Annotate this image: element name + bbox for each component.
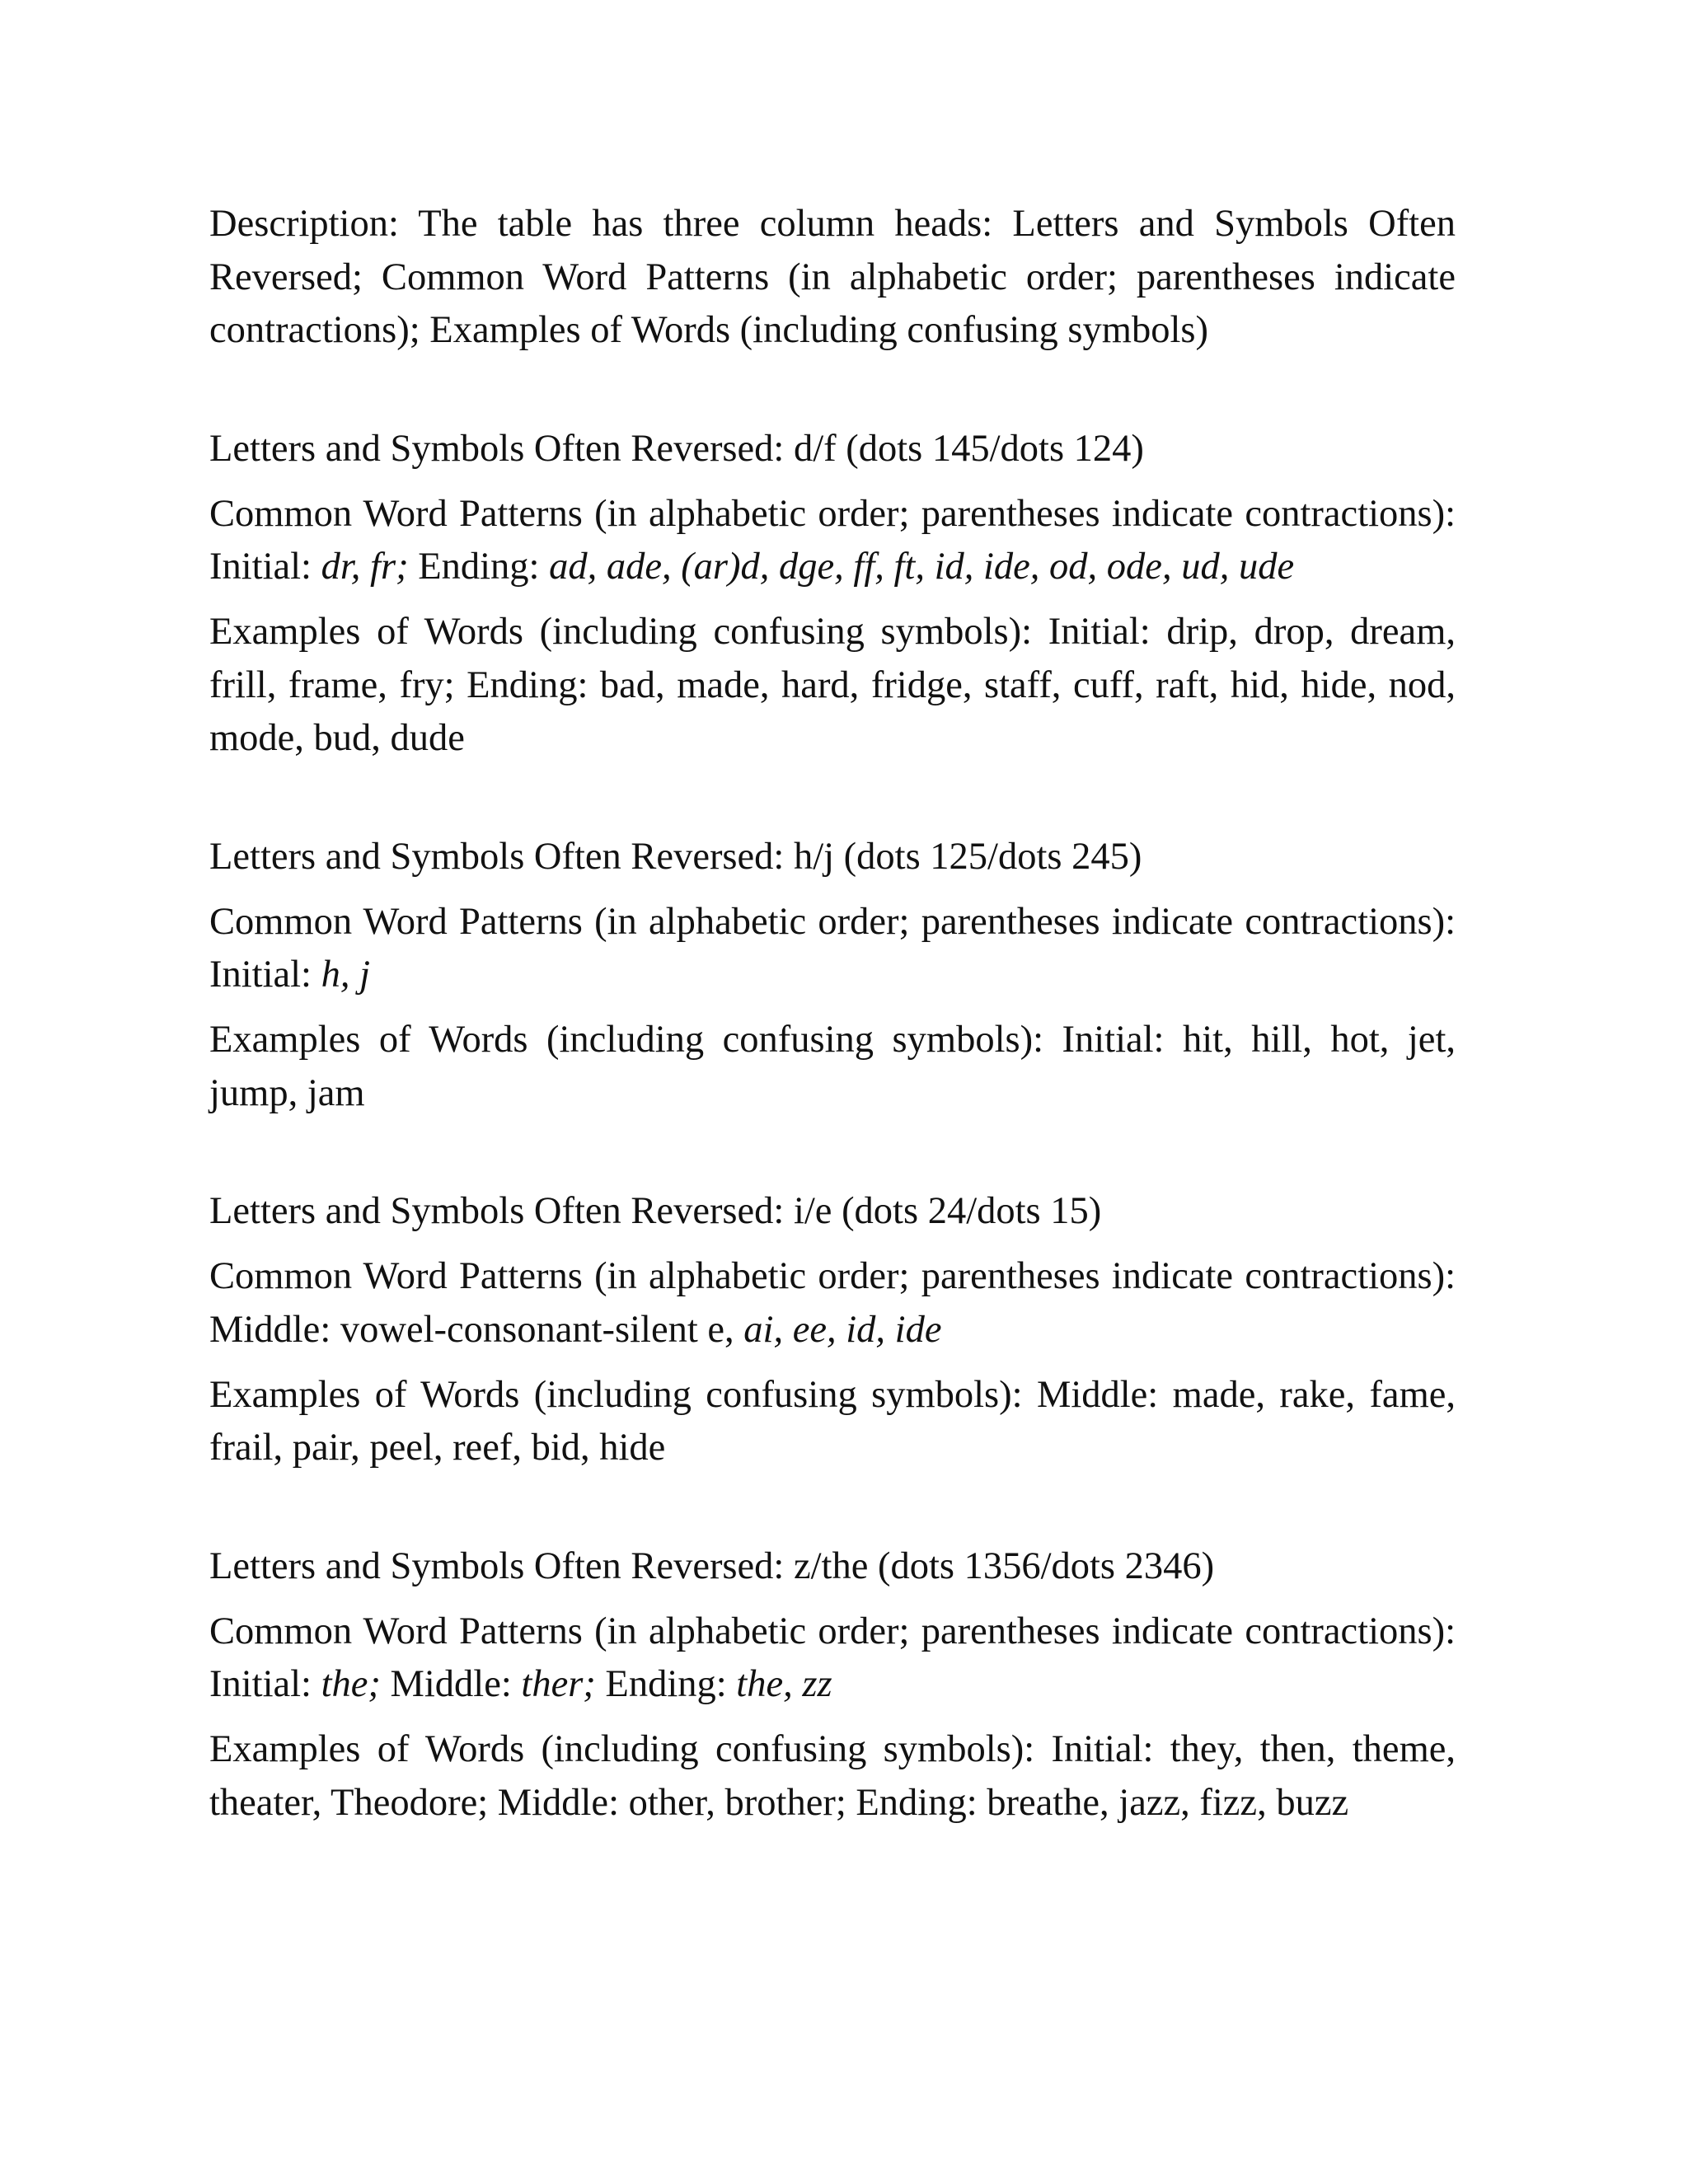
reversed-line	[209, 1185, 1456, 1239]
pattern-items: ther;	[521, 1663, 596, 1705]
entry-z-the	[209, 1540, 1456, 1830]
pattern-label: Initial:	[209, 954, 321, 996]
examples-line	[209, 606, 1456, 766]
pattern-label: Ending:	[408, 546, 550, 588]
examples-line	[209, 1369, 1456, 1475]
patterns-label: Common Word Patterns (in alphabetic order; parentheses indicate contractions):	[209, 1610, 1456, 1652]
reversed-label: Letters and Symbols Often Reversed:	[209, 1544, 794, 1587]
patterns-line	[209, 896, 1456, 1002]
entry-h-j	[209, 831, 1456, 1121]
patterns-line	[209, 1250, 1456, 1357]
pattern-label: Middle: vowel-consonant-silent e,	[209, 1308, 744, 1351]
reversed-label: Letters and Symbols Often Reversed:	[209, 427, 794, 470]
pattern-label: Ending:	[595, 1663, 737, 1705]
pattern-label: Initial:	[209, 1663, 321, 1705]
reversed-label: Letters and Symbols Often Reversed:	[209, 1190, 794, 1232]
examples-label: Examples of Words (including confusing symbols):	[209, 1728, 1052, 1770]
pattern-items: ad, ade, (ar)d, dge, ff, ft, id, ide, od, ode, ud, ude	[549, 546, 1295, 588]
pattern-items: dr, fr;	[321, 546, 409, 588]
examples-value: Initial: they, then, theme, theater, Theodore; Middle: other, brother; Ending: breathe, jazz, fizz, buzz	[209, 1728, 1456, 1824]
pattern-items: the, zz	[736, 1663, 832, 1705]
patterns-label: Common Word Patterns (in alphabetic order; parentheses indicate contractions):	[209, 900, 1456, 943]
patterns-line	[209, 1605, 1456, 1712]
table-description: Description: The table has three column heads: Letters and Symbols Often Reversed; Common Word Patterns (in alphabetic order; parentheses indicate contractions); Examples of Words (including confusing symbols)	[209, 203, 1456, 351]
entry-d-f	[209, 423, 1456, 766]
reversed-line	[209, 831, 1456, 884]
patterns-label: Common Word Patterns (in alphabetic order; parentheses indicate contractions):	[209, 1255, 1456, 1297]
examples-value: Middle: made, rake, fame, frail, pair, peel, reef, bid, hide	[209, 1373, 1456, 1469]
pattern-items: the;	[321, 1663, 381, 1705]
examples-label: Examples of Words (including confusing symbols):	[209, 611, 1048, 653]
examples-label: Examples of Words (including confusing symbols):	[209, 1373, 1037, 1416]
pattern-label: Initial:	[209, 546, 321, 588]
patterns-line	[209, 488, 1456, 594]
document-page	[209, 198, 1456, 1895]
reversed-line	[209, 1540, 1456, 1594]
pattern-items: ai, ee, id, ide	[743, 1308, 942, 1351]
examples-line	[209, 1014, 1456, 1120]
examples-value: Initial: drip, drop, dream, frill, frame, fry; Ending: bad, made, hard, fridge, staff, cuff, raft, hid, hide, nod, mode, bud, dude	[209, 611, 1456, 759]
reversed-label: Letters and Symbols Often Reversed:	[209, 835, 794, 878]
examples-label: Examples of Words (including confusing symbols):	[209, 1019, 1062, 1061]
entry-i-e	[209, 1185, 1456, 1475]
patterns-label: Common Word Patterns (in alphabetic order; parentheses indicate contractions):	[209, 492, 1456, 535]
examples-value: Initial: hit, hill, hot, jet, jump, jam	[209, 1019, 1456, 1114]
reversed-value: i/e (dots 24/dots 15)	[793, 1190, 1102, 1232]
examples-line	[209, 1723, 1456, 1830]
reversed-value: d/f (dots 145/dots 124)	[793, 427, 1144, 470]
reversed-value: h/j (dots 125/dots 245)	[793, 835, 1142, 878]
pattern-items: h, j	[321, 954, 371, 996]
pattern-label: Middle:	[380, 1663, 522, 1705]
reversed-line	[209, 423, 1456, 476]
reversed-value: z/the (dots 1356/dots 2346)	[793, 1544, 1215, 1587]
